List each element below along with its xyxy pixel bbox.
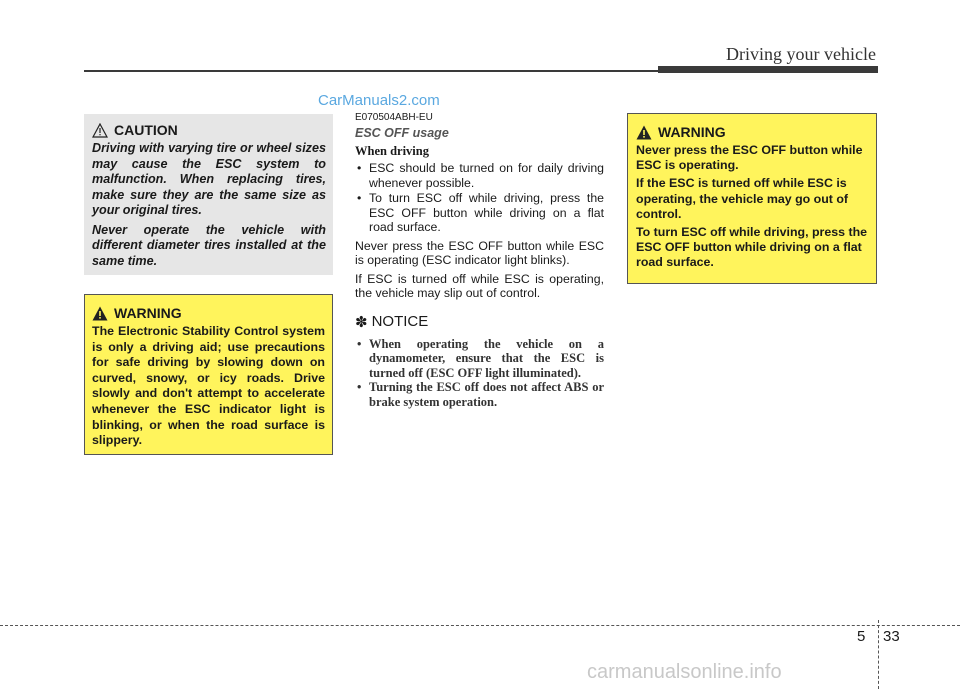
warning-left-label: WARNING	[114, 305, 182, 321]
footer-divider	[878, 620, 879, 689]
chapter-number: 5	[857, 628, 866, 645]
warning-triangle-icon	[636, 125, 652, 140]
warning-triangle-icon	[92, 306, 108, 321]
warning-right-paragraph: Never press the ESC OFF button while ESC is operating.	[636, 143, 863, 173]
list-item: • Turning the ESC off does not affect ABS or brake system operation.	[355, 380, 604, 409]
list-item: • To turn ESC off while driving, press the ESC OFF button while driving on a flat road surface.	[355, 191, 604, 235]
usage-bullet-list	[355, 161, 604, 235]
caution-paragraph: Never operate the vehicle with different diameter tires installed at the same time.	[92, 222, 326, 268]
warning-right-paragraph: If the ESC is turned off while ESC is operating, the vehicle may go out of control.	[636, 176, 849, 221]
header-rule-thin	[84, 70, 658, 72]
warning-right-paragraph: To turn ESC off while driving, press the ESC OFF button while driving on a flat road surface.	[636, 225, 868, 270]
body-paragraph: Never press the ESC OFF button while ESC is operating (ESC indicator light blinks).	[355, 238, 604, 267]
footer-rule	[0, 625, 960, 626]
section-subheading: ESC OFF usage	[355, 126, 449, 140]
run-heading: When driving	[355, 144, 429, 158]
warning-right-label: WARNING	[658, 124, 726, 140]
list-item: • ESC should be turned on for daily driving whenever possible.	[355, 161, 604, 190]
page-number: 33	[883, 628, 900, 645]
warning-box-left	[84, 294, 333, 455]
middle-column	[355, 112, 604, 409]
notice-asterisk-icon: ✽	[355, 313, 368, 331]
list-item: • When operating the vehicle on a dynamometer, ensure that the ESC is turned off (ESC OFF light illuminated).	[355, 337, 604, 381]
caution-box	[84, 114, 333, 275]
warning-left-text: The Electronic Stability Control system is only a driving aid; use precautions for safe driving by slowing down on curved, snowy, or icy roads. Drive slowly and don't attempt to accelerate whenever the ESC indicator light is blinking, or when the road surface is slippery.	[92, 324, 325, 448]
caution-header	[92, 122, 326, 138]
watermark-top[interactable]: CarManuals2.com	[318, 92, 440, 109]
warning-left-header	[92, 305, 325, 321]
notice-label: NOTICE	[371, 313, 429, 330]
section-code: E070504ABH-EU	[355, 112, 433, 123]
header-rule-thick	[658, 66, 878, 73]
notice-list	[355, 337, 604, 410]
page-header-title: Driving your vehicle	[726, 44, 876, 64]
caution-triangle-icon	[92, 123, 108, 138]
caution-paragraph: Driving with varying tire or wheel sizes may cause the ESC system to malfunction. When replacing tires, make sure they are the same size as your original tires.	[92, 141, 326, 217]
caution-label: CAUTION	[114, 122, 178, 138]
warning-box-right	[627, 113, 877, 284]
body-paragraph: If ESC is turned off while ESC is operating, the vehicle may slip out of control.	[355, 271, 604, 300]
watermark-bottom[interactable]: carmanualsonline.info	[587, 661, 782, 683]
notice-header	[355, 313, 604, 331]
warning-right-header	[636, 124, 869, 140]
